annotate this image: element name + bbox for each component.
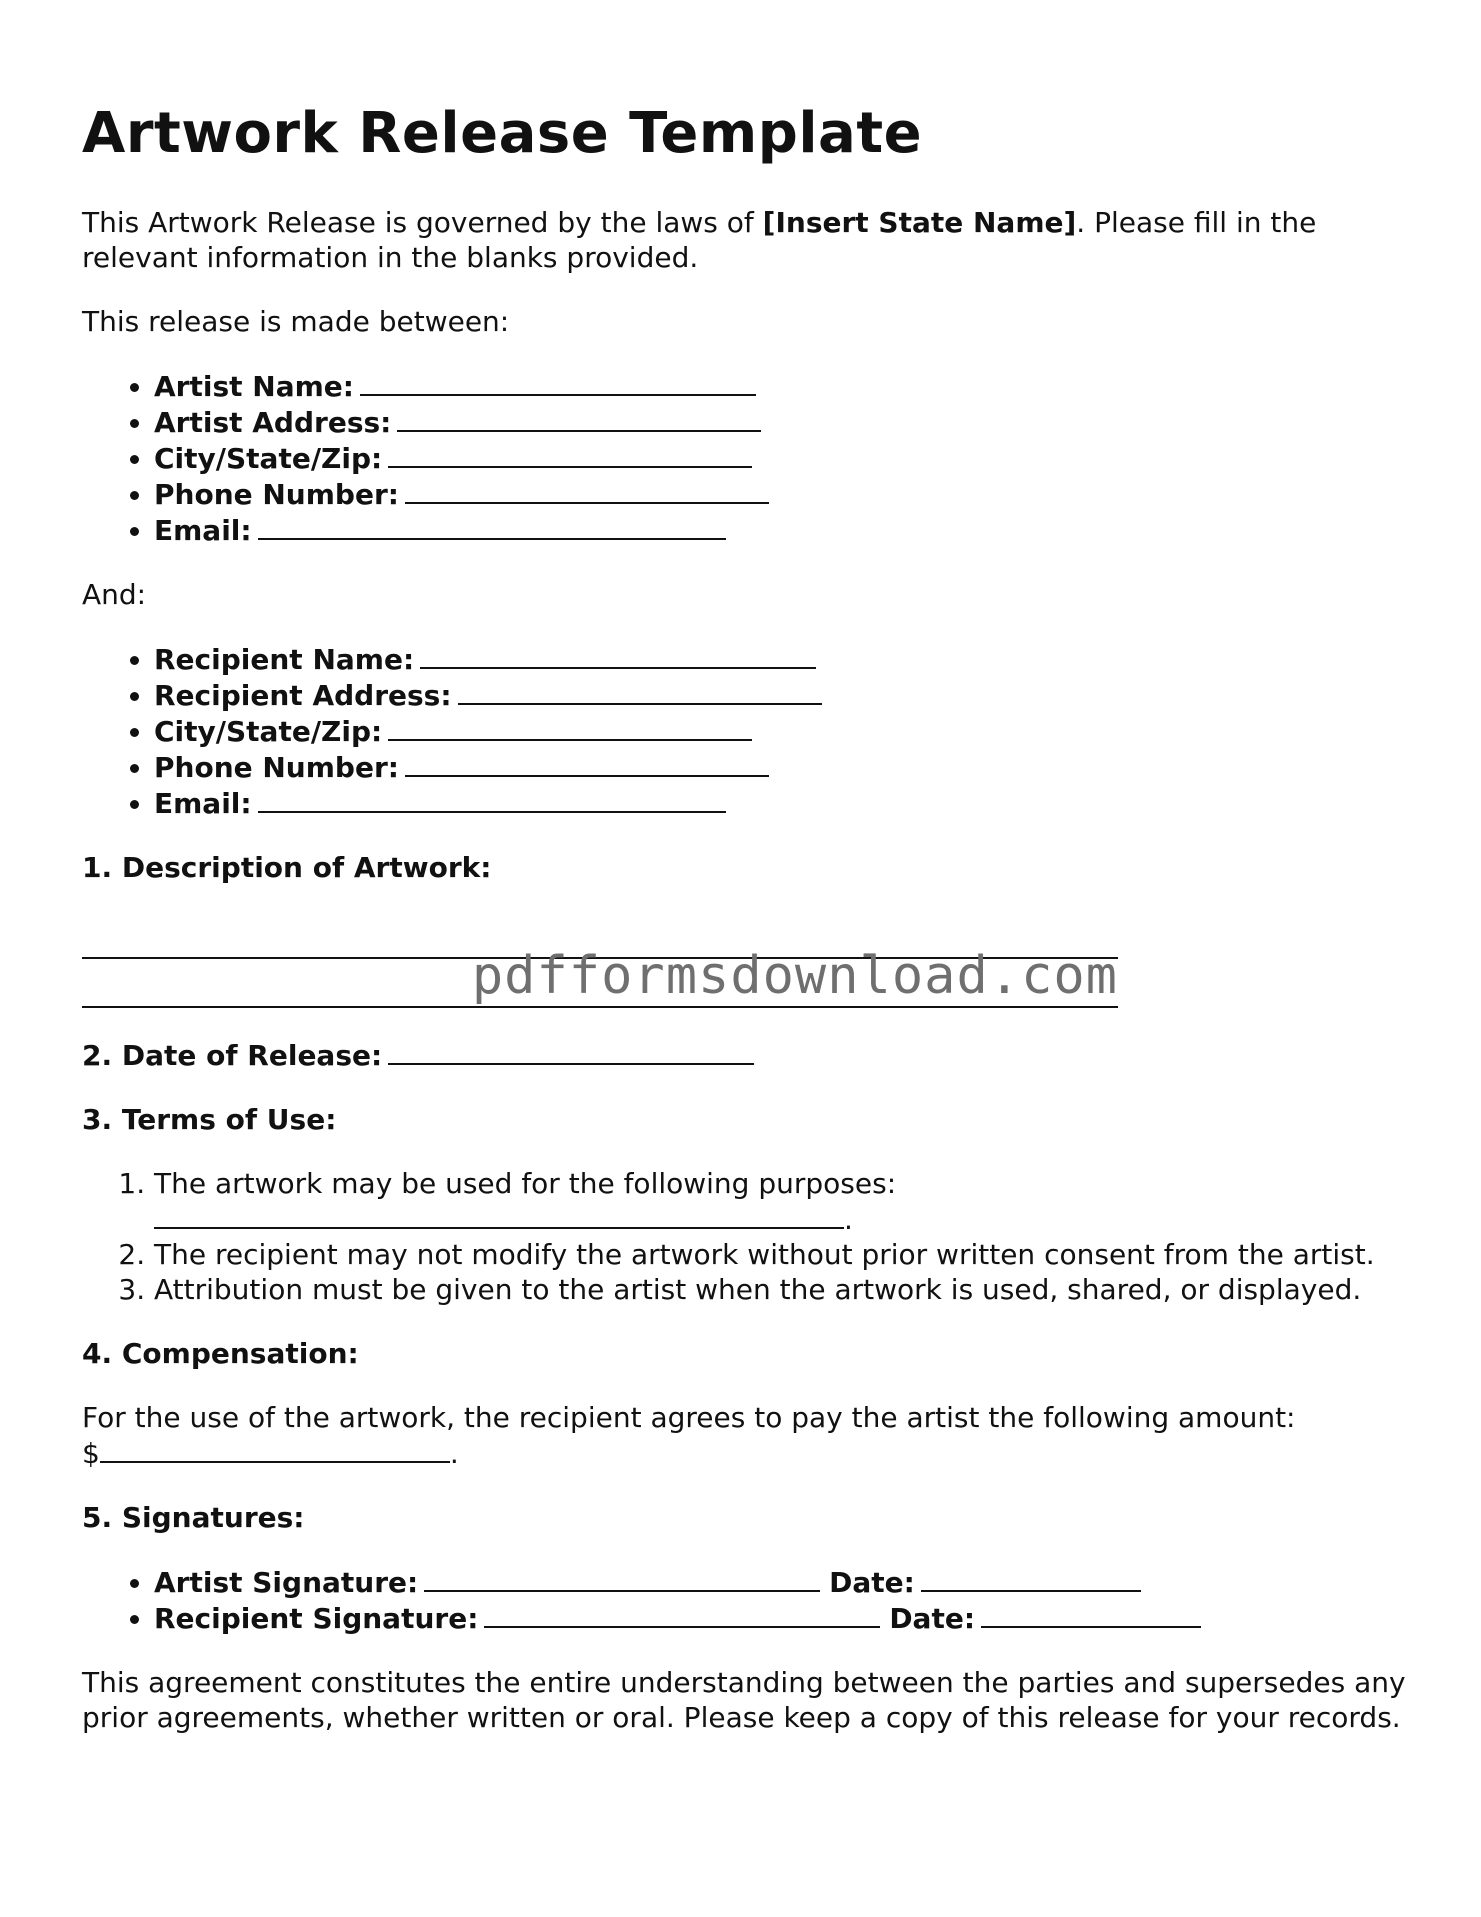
intro-text-before: This Artwork Release is governed by the laws of	[82, 206, 763, 240]
recipient-email-label: Email:	[154, 787, 252, 821]
artist-address-blank[interactable]	[397, 404, 761, 432]
artist-address-item	[154, 404, 1412, 440]
document-page	[82, 100, 1412, 1764]
section-date-of-release	[82, 1037, 1412, 1073]
intro-text-after: . Please fill in the relevant information in the blanks provided.	[82, 206, 1317, 275]
currency-symbol: $	[82, 1437, 100, 1471]
compensation-paragraph	[82, 1400, 1412, 1471]
artist-email-blank[interactable]	[258, 512, 726, 540]
section-description-heading: 1. Description of Artwork:	[82, 851, 492, 885]
terms-item-1-end: .	[844, 1203, 853, 1237]
artist-date-blank[interactable]	[921, 1564, 1141, 1592]
terms-list	[82, 1166, 1412, 1307]
recipient-date-blank[interactable]	[981, 1600, 1201, 1628]
terms-item-2: 2. The recipient may not modify the artwork without prior written consent from the artist.	[154, 1237, 1412, 1272]
compensation-end: .	[449, 1437, 459, 1471]
recipient-email-item	[154, 785, 1412, 821]
recipient-name-label: Recipient Name:	[154, 643, 415, 677]
artist-name-item	[154, 368, 1412, 404]
artist-email-item	[154, 512, 1412, 548]
and-text: And:	[82, 578, 147, 612]
terms-item-3: 3. Attribution must be given to the artist when the artwork is used, shared, or displayed.	[154, 1272, 1412, 1307]
recipient-address-blank[interactable]	[458, 677, 822, 705]
recipient-phone-item	[154, 749, 1412, 785]
recipient-phone-label: Phone Number:	[154, 751, 399, 785]
terms-item-1	[154, 1166, 1412, 1237]
recipient-address-item	[154, 677, 1412, 713]
recipient-signature-blank[interactable]	[484, 1600, 880, 1628]
artist-signature-blank[interactable]	[424, 1564, 820, 1592]
recipient-email-blank[interactable]	[258, 785, 726, 813]
state-placeholder: [Insert State Name]	[762, 206, 1077, 240]
closing-paragraph: This agreement constitutes the entire understanding between the parties and supersedes any prior agreements, whether written or oral. Please keep a copy of this release for your records.	[82, 1666, 1406, 1735]
compensation-amount-blank[interactable]	[100, 1435, 450, 1463]
page-title: Artwork Release Template	[82, 101, 923, 166]
recipient-date-label: Date:	[889, 1602, 976, 1636]
artist-name-blank[interactable]	[360, 368, 756, 396]
artist-signature-item	[154, 1564, 1412, 1600]
description-line-2[interactable]	[82, 1006, 1118, 1008]
artist-city-state-zip-label: City/State/Zip:	[154, 442, 383, 476]
artist-date-label: Date:	[829, 1566, 915, 1600]
recipient-phone-blank[interactable]	[405, 749, 769, 777]
recipient-name-blank[interactable]	[420, 641, 816, 669]
recipient-signature-label: Recipient Signature:	[154, 1602, 479, 1636]
between-text: This release is made between:	[82, 305, 510, 339]
terms-item-1-text: The artwork may be used for the following purposes:	[154, 1167, 897, 1201]
terms-purposes-blank[interactable]	[154, 1201, 844, 1229]
artist-phone-item	[154, 476, 1412, 512]
section-signatures-heading: 5. Signatures:	[82, 1501, 305, 1535]
section-compensation-heading: 4. Compensation:	[82, 1337, 359, 1371]
recipient-city-state-zip-item	[154, 713, 1412, 749]
watermark: pdfformsdownload.com	[471, 946, 1118, 1007]
recipient-signature-item	[154, 1600, 1412, 1636]
intro-paragraph	[82, 205, 1412, 275]
signatures-list	[82, 1564, 1412, 1636]
artist-email-label: Email:	[154, 514, 252, 548]
artist-city-state-zip-blank[interactable]	[388, 440, 752, 468]
section-terms-heading: 3. Terms of Use:	[82, 1103, 337, 1137]
recipient-city-state-zip-blank[interactable]	[388, 713, 752, 741]
description-field[interactable]	[82, 914, 1118, 1008]
artist-phone-label: Phone Number:	[154, 478, 399, 512]
recipient-name-item	[154, 641, 1412, 677]
artist-fields-list	[82, 368, 1412, 548]
date-of-release-blank[interactable]	[388, 1037, 754, 1065]
artist-signature-label: Artist Signature:	[154, 1566, 419, 1600]
artist-name-label: Artist Name:	[154, 370, 354, 404]
recipient-address-label: Recipient Address:	[154, 679, 452, 713]
artist-city-state-zip-item	[154, 440, 1412, 476]
artist-phone-blank[interactable]	[405, 476, 769, 504]
recipient-fields-list	[82, 641, 1412, 821]
compensation-text: For the use of the artwork, the recipient agrees to pay the artist the following amount:	[82, 1401, 1296, 1435]
artist-address-label: Artist Address:	[154, 406, 392, 440]
date-of-release-label: 2. Date of Release:	[82, 1039, 383, 1073]
recipient-city-state-zip-label: City/State/Zip:	[154, 715, 383, 749]
